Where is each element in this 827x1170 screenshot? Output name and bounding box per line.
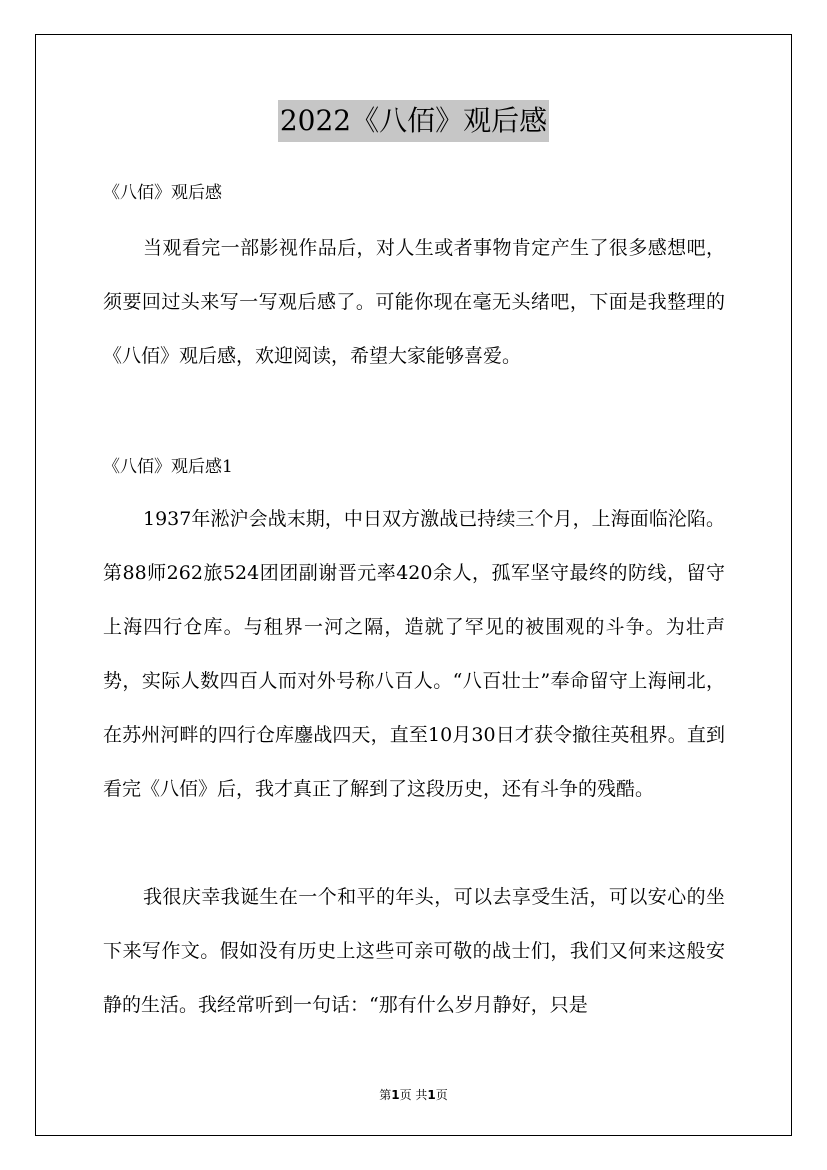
section1-heading: 《八佰》观后感1 (103, 457, 233, 477)
footer-page-mid: 页 共 (399, 1088, 428, 1102)
footer-page-prefix: 第 (379, 1088, 392, 1102)
document-title (0, 100, 827, 142)
section1-paragraph-2: 我很庆幸我诞生在一个和平的年头，可以去享受生活，可以安心的坐下来写作文。假如没有历史上这些可亲可敬的战士们，我们又何来这般安静的生活。我经常听到一句话：“那有什么岁月静好，只是 (103, 886, 725, 1016)
intro-heading: 《八佰》观后感 (103, 183, 222, 203)
intro-paragraph: 当观看完一部影视作品后，对人生或者事物肯定产生了很多感想吧，须要回过头来写一写观后感了。可能你现在毫无头绪吧，下面是我整理的《八佰》观后感，欢迎阅读，希望大家能够喜爱。 (103, 237, 725, 367)
footer-page-number: 1 (391, 1088, 400, 1102)
footer-page-suffix: 页 (435, 1088, 448, 1102)
page-footer (0, 1086, 827, 1103)
footer-total-pages: 1 (427, 1088, 436, 1102)
document-title-text: 2022《八佰》观后感 (278, 100, 549, 142)
section1-paragraph-1: 1937年淞沪会战末期，中日双方激战已持续三个月，上海面临沦陷。第88师262旅524团团副谢晋元率420余人，孤军坚守最终的防线，留守上海四行仓库。与租界一河之隔，造就了罕见的被围观的斗争。为壮声势，实际人数四百人而对外号称八百人。“八百壮士”奉命留守上海闸北，在苏州河畔的四行仓库鏖战四天，直至10月30日才获令撤往英租界。直到看完《八佰》后，我才真正了解到了这段历史，还有斗争的残酷。 (103, 508, 725, 800)
